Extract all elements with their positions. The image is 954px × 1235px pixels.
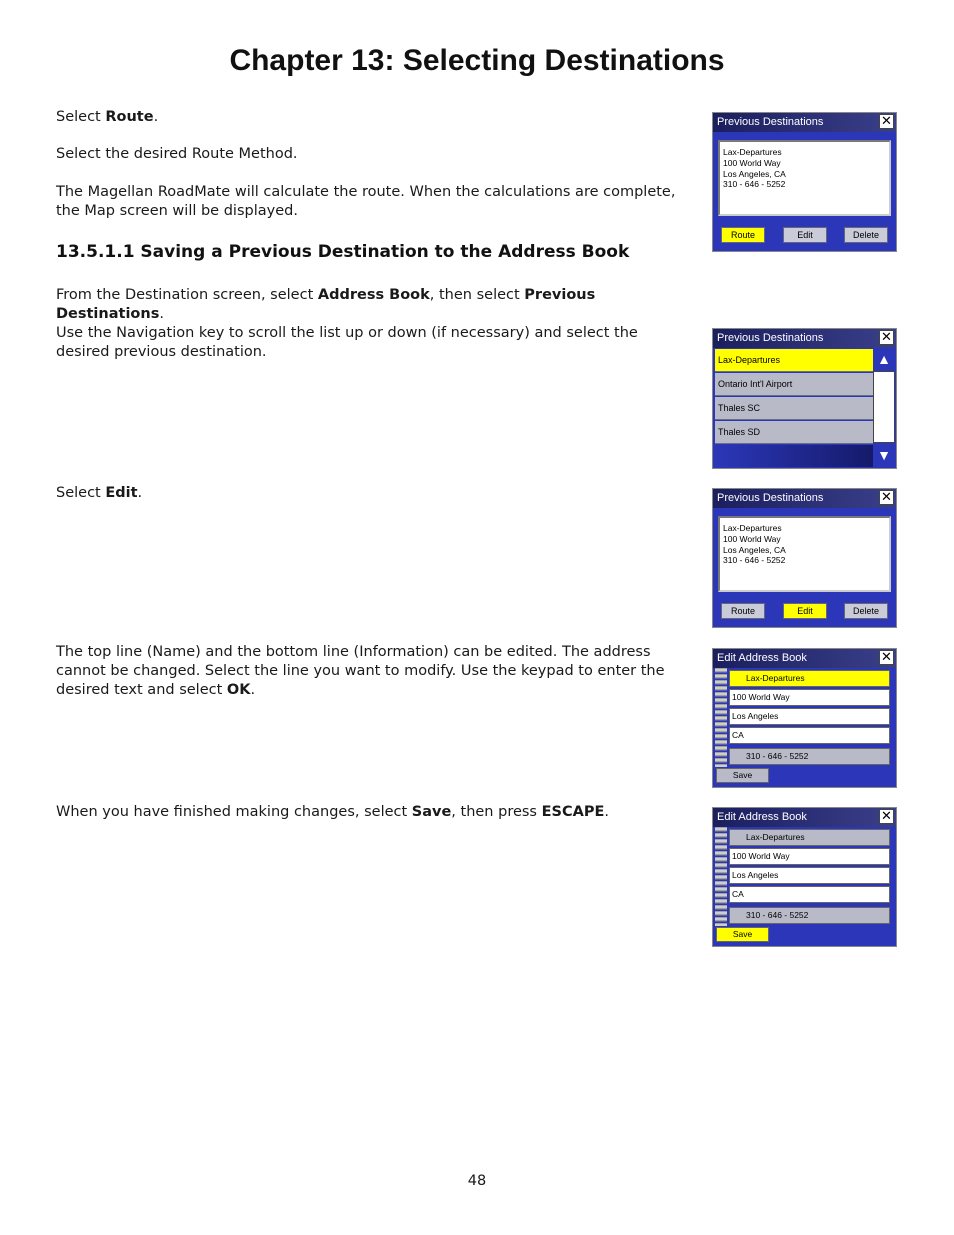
delete-button[interactable]: Delete <box>844 227 888 243</box>
close-icon[interactable]: ✕ <box>879 330 894 345</box>
edit-button[interactable]: Edit <box>783 603 827 619</box>
select-method-text: Select the desired Route Method. <box>56 146 298 162</box>
save-button[interactable]: Save <box>716 927 769 942</box>
close-icon[interactable]: ✕ <box>879 114 894 129</box>
list-bottom-bar <box>715 445 873 467</box>
list-item[interactable]: Thales SD <box>715 421 873 444</box>
save-button[interactable]: Save <box>716 768 769 783</box>
close-icon[interactable]: ✕ <box>879 809 894 824</box>
top-line-text: The top line (Name) and the bottom line (Information) can be edited. The address cannot be changed. Select the line you want to modify. Use the keypad to enter the desired text and select OK. <box>56 644 665 698</box>
list-item[interactable]: Ontario Int'l Airport <box>715 373 873 396</box>
screenshot-edit-address-book-name <box>712 648 897 788</box>
route-button[interactable]: Route <box>721 603 765 619</box>
list-item[interactable]: Thales SC <box>715 397 873 420</box>
from-destination-text: From the Destination screen, select Address Book, then select Previous Destinations. <box>56 287 596 322</box>
calculate-text: The Magellan RoadMate will calculate the route. When the calculations are complete, the Map screen will be displayed. <box>56 184 676 219</box>
street-field: 100 World Way <box>729 848 890 865</box>
info-field[interactable]: 310 - 646 - 5252 <box>729 907 890 924</box>
select-route-text: Select Route. <box>56 109 159 125</box>
name-field[interactable]: Lax-Departures <box>729 670 890 687</box>
notebook-spiral-icon <box>715 668 727 767</box>
screen-title-bar: Previous Destinations ✕ <box>713 113 896 132</box>
screenshot-prev-dest-route <box>712 112 897 252</box>
notebook-spiral-icon <box>715 827 727 926</box>
screen-title-bar: Previous Destinations ✕ <box>713 489 896 508</box>
screenshot-prev-dest-edit <box>712 488 897 628</box>
city-field: Los Angeles <box>729 708 890 725</box>
state-field: CA <box>729 886 890 903</box>
edit-button[interactable]: Edit <box>783 227 827 243</box>
state-field: CA <box>729 727 890 744</box>
scroll-down-arrow-icon[interactable]: ▼ <box>873 445 895 465</box>
delete-button[interactable]: Delete <box>844 603 888 619</box>
route-keyword: Route <box>105 109 154 125</box>
destination-info-box: Lax-Departures 100 World Way Los Angeles, CA 310 - 646 - 5252 <box>718 140 891 216</box>
close-icon[interactable]: ✕ <box>879 490 894 505</box>
screenshot-edit-address-book-save <box>712 807 897 947</box>
scroll-up-arrow-icon[interactable]: ▲ <box>873 349 895 369</box>
chapter-title: Chapter 13: Selecting Destinations <box>229 44 725 77</box>
street-field: 100 World Way <box>729 689 890 706</box>
use-navigation-text: Use the Navigation key to scroll the list up or down (if necessary) and select the desired previous destination. <box>56 325 638 360</box>
screenshot-prev-dest-list <box>712 328 897 469</box>
destination-info-box: Lax-Departures 100 World Way Los Angeles, CA 310 - 646 - 5252 <box>718 516 891 592</box>
select-edit-text: Select Edit. <box>56 485 143 501</box>
finish-text: When you have finished making changes, select Save, then press ESCAPE. <box>56 804 609 820</box>
name-field[interactable]: Lax-Departures <box>729 829 890 846</box>
screen-title-bar: Edit Address Book ✕ <box>713 649 896 668</box>
page-number: 48 <box>467 1173 487 1189</box>
scrollbar-track[interactable] <box>873 371 895 443</box>
section-heading: 13.5.1.1 Saving a Previous Destination to the Address Book <box>56 242 630 262</box>
close-icon[interactable]: ✕ <box>879 650 894 665</box>
screen-title-bar: Previous Destinations ✕ <box>713 329 896 348</box>
info-field[interactable]: 310 - 646 - 5252 <box>729 748 890 765</box>
city-field: Los Angeles <box>729 867 890 884</box>
route-button[interactable]: Route <box>721 227 765 243</box>
list-item[interactable]: Lax-Departures <box>715 349 873 372</box>
screen-title-bar: Edit Address Book ✕ <box>713 808 896 827</box>
